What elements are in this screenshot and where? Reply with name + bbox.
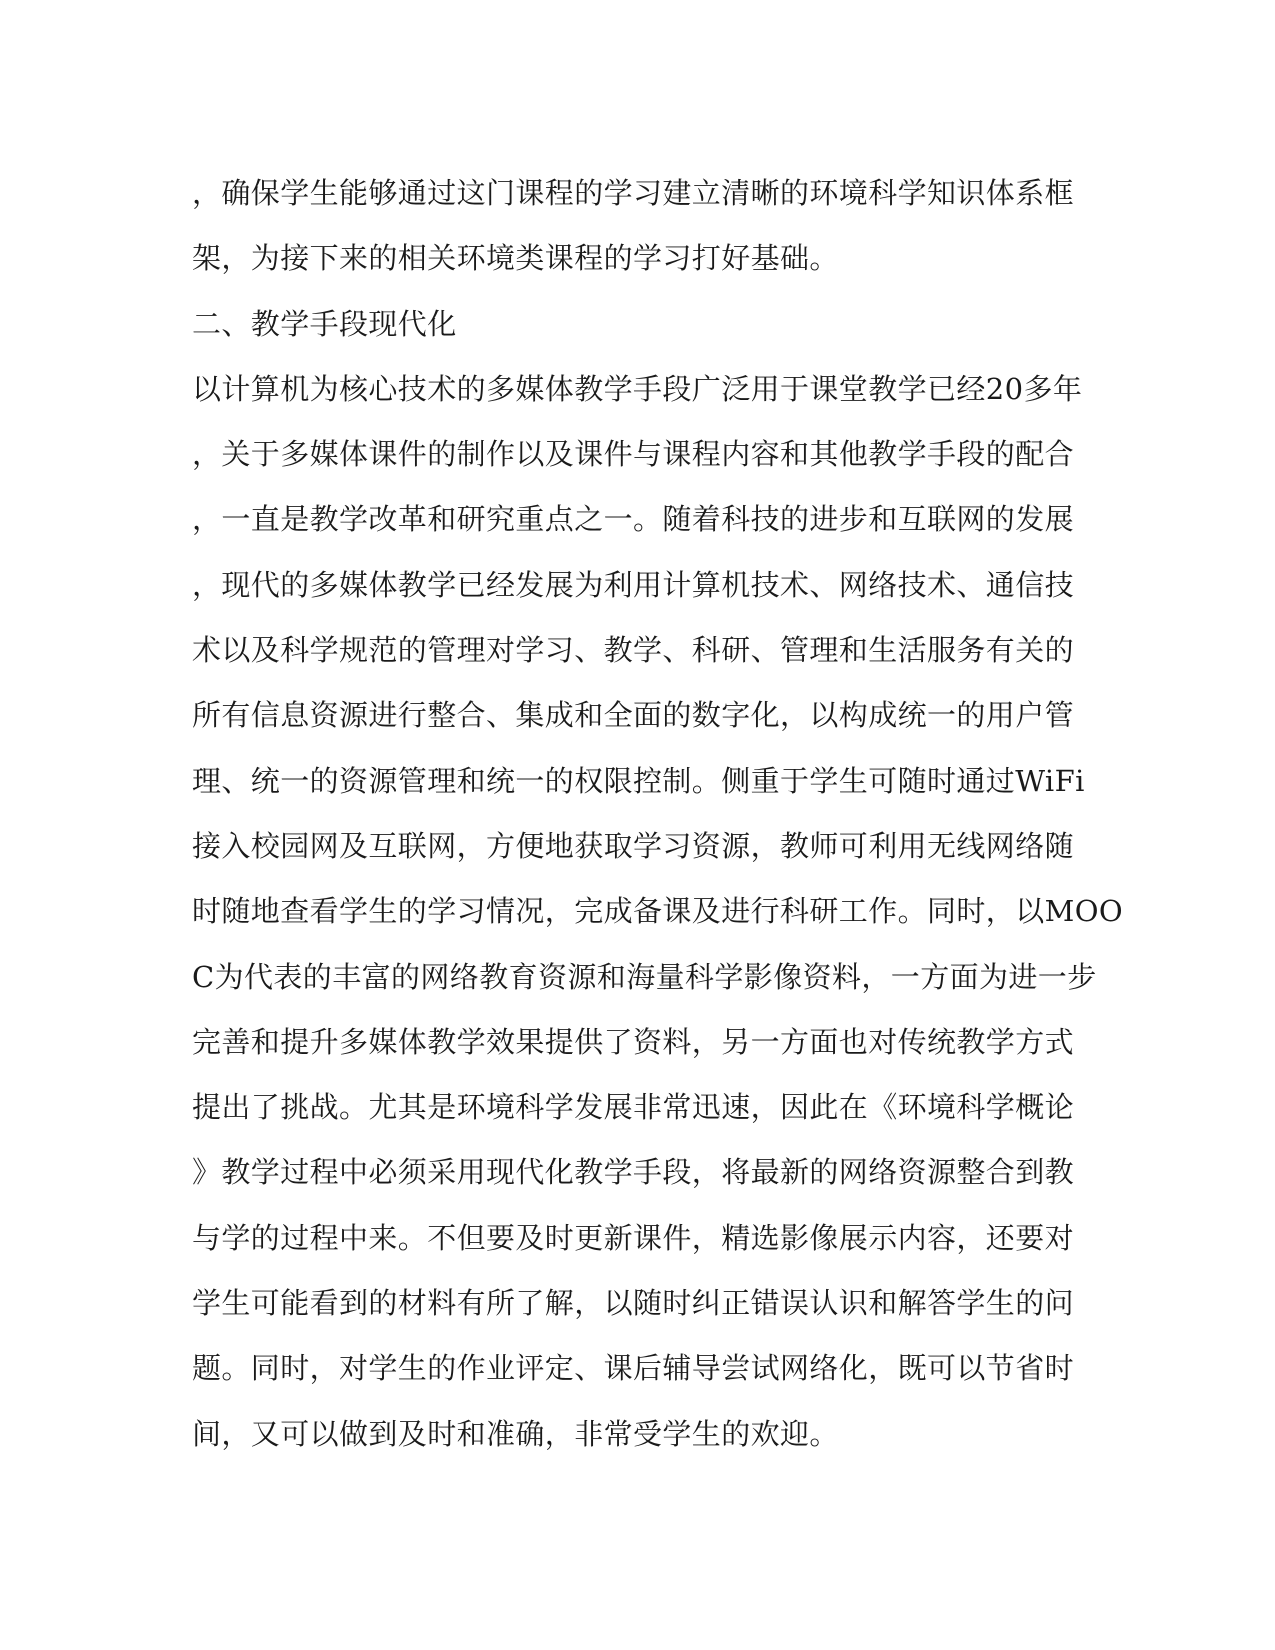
text-line: C为代表的丰富的网络教育资源和海量科学影像资料，一方面为进一步 <box>192 959 1097 994</box>
text-line: 提出了挑战。尤其是环境科学发展非常迅速，因此在《环境科学概论 <box>192 1090 1075 1125</box>
text-line: 理、统一的资源管理和统一的权限控制。侧重于学生可随时通过WiFi <box>192 763 1085 798</box>
text-line: 术以及科学规范的管理对学习、教学、科研、管理和生活服务有关的 <box>192 633 1075 668</box>
text-line: 架，为接下来的相关环境类课程的学习打好基础。 <box>192 241 839 276</box>
text-line: 间，又可以做到及时和准确，非常受学生的欢迎。 <box>192 1416 839 1451</box>
text-line: ，确保学生能够通过这门课程的学习建立清晰的环境科学知识体系框 <box>192 176 1075 210</box>
text-line: 所有信息资源进行整合、集成和全面的数字化，以构成统一的用户管 <box>192 698 1075 733</box>
text-line: 接入校园网及互联网，方便地获取学习资源，教师可利用无线网络随 <box>192 828 1075 863</box>
text-line: 与学的过程中来。不但要及时更新课件，精选影像展示内容，还要对 <box>192 1220 1075 1255</box>
text-line: 题。同时，对学生的作业评定、课后辅导尝试网络化，既可以节省时 <box>192 1351 1075 1386</box>
body-text <box>192 161 1124 1467</box>
text-line: 学生可能看到的材料有所了解，以随时纠正错误认识和解答学生的问 <box>192 1286 1075 1321</box>
text-line: 完善和提升多媒体教学效果提供了资料，另一方面也对传统教学方式 <box>192 1024 1075 1059</box>
section-heading: 二、教学手段现代化 <box>192 306 457 341</box>
text-line: 时随地查看学生的学习情况，完成备课及进行科研工作。同时，以MOO <box>192 894 1124 929</box>
text-line: ，关于多媒体课件的制作以及课件与课程内容和其他教学手段的配合 <box>192 437 1075 472</box>
text-line: 以计算机为核心技术的多媒体教学手段广泛用于课堂教学已经20多年 <box>192 371 1083 406</box>
text-line: ，一直是教学改革和研究重点之一。随着科技的进步和互联网的发展 <box>192 502 1075 537</box>
text-line: ，现代的多媒体教学已经发展为利用计算机技术、网络技术、通信技 <box>192 567 1075 602</box>
text-line: 》教学过程中必须采用现代化教学手段，将最新的网络资源整合到教 <box>192 1155 1075 1190</box>
